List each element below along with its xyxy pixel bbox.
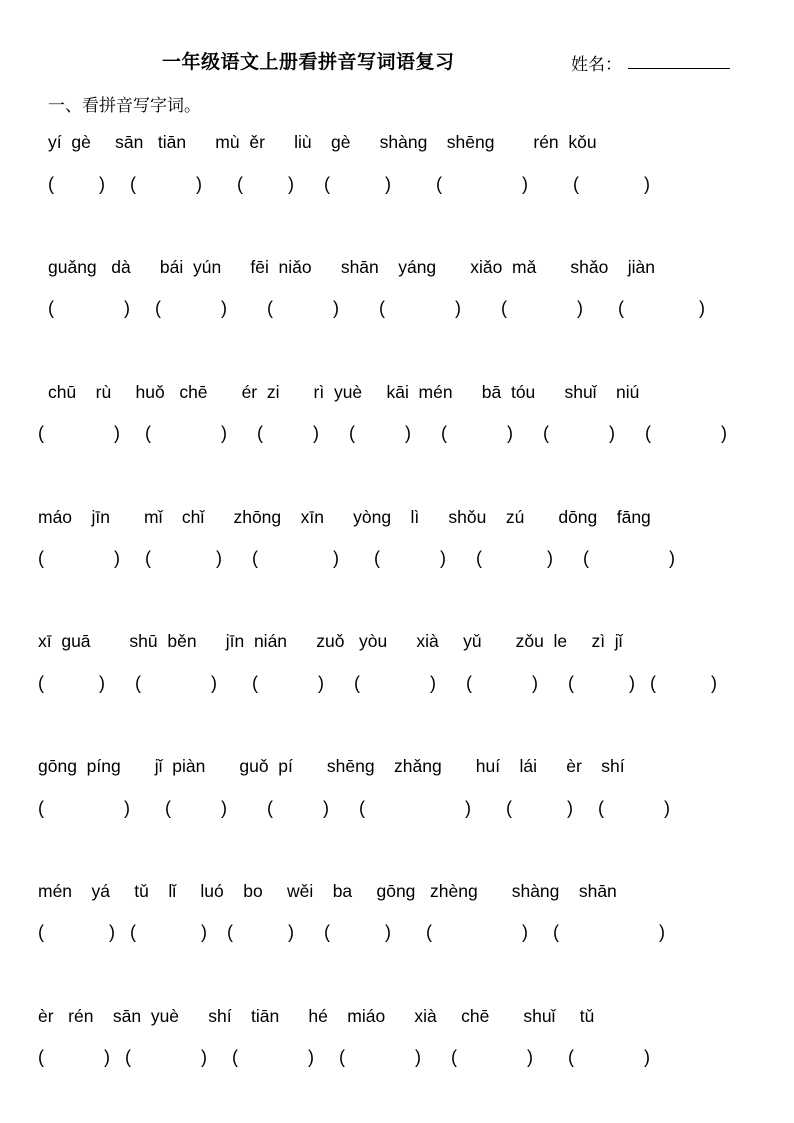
answer-brackets-row-7[interactable]: ( ) ( ) ( ) ( ) ( ) ( ) [38, 922, 666, 942]
pinyin-row-5: xī guā shū běn jīn nián zuǒ yòu xià yǔ zǒu le zì jǐ [38, 631, 623, 651]
answer-brackets-row-5[interactable]: ( ) ( ) ( ) ( ) ( ) ( ) ( ) [38, 673, 718, 693]
pinyin-row-1: yí gè sān tiān mù ěr liù gè shàng shēng rén kǒu [48, 132, 597, 152]
pinyin-row-8: èr rén sān yuè shí tiān hé miáo xià chē shuǐ tǔ [38, 1006, 595, 1026]
name-label: 姓名： [571, 55, 622, 75]
answer-brackets-row-2[interactable]: ( ) ( ) ( ) ( ) ( ) ( ) [48, 298, 706, 318]
pinyin-row-3: chū rù huǒ chē ér zi rì yuè kāi mén bā tóu shuǐ niú [48, 382, 640, 402]
answer-brackets-row-4[interactable]: ( ) ( ) ( ) ( ) ( ) ( ) [38, 548, 676, 568]
answer-brackets-row-1[interactable]: ( ) ( ) ( ) ( ) ( ) ( ) [48, 174, 651, 194]
section-heading: 一、看拼音写字词。 [48, 96, 201, 116]
pinyin-row-7: mén yá tǔ lǐ luó bo wěi ba gōng zhèng shàng shān [38, 881, 617, 901]
answer-brackets-row-3[interactable]: ( ) ( ) ( ) ( ) ( ) ( ) ( ) [38, 423, 728, 443]
answer-brackets-row-8[interactable]: ( ) ( ) ( ) ( ) ( ) ( ) [38, 1047, 651, 1067]
name-blank-line[interactable] [628, 68, 730, 69]
answer-brackets-row-6[interactable]: ( ) ( ) ( ) ( ) ( ) ( ) [38, 798, 671, 818]
worksheet-title: 一年级语文上册看拼音写词语复习 [162, 51, 455, 73]
pinyin-row-4: máo jīn mǐ chǐ zhōng xīn yòng lì shǒu zú dōng fāng [38, 507, 651, 527]
pinyin-row-2: guǎng dà bái yún fēi niǎo shān yáng xiǎo mǎ shǎo jiàn [48, 257, 656, 277]
pinyin-row-6: gōng píng jǐ piàn guǒ pí shēng zhǎng huí lái èr shí [38, 756, 625, 776]
